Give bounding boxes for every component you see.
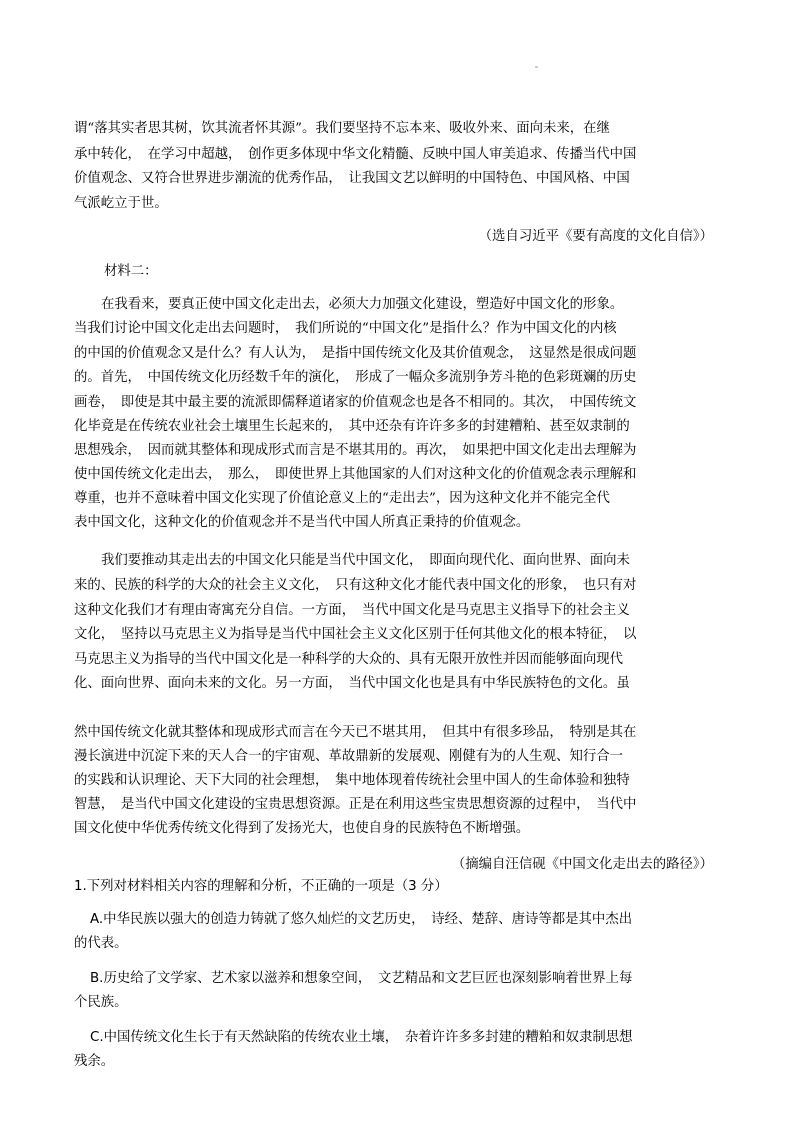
text-line: 画卷， 即使是其中最主要的流派即儒释道诸家的价值观念也是各不相同的。其次， 中国传统文 — [74, 395, 637, 410]
material-2-label: 材料二： — [104, 264, 158, 279]
option-line: C.中国传统文化生长于有天然缺陷的传统农业土壤， 杂着许许多多封建的糟粕和奴隶制思想 — [90, 1030, 633, 1045]
text-line: 智慧， 是当代中国文化建设的宝贵思想资源。正是在利用这些宝贵思想资源的过程中， 当代中 — [74, 797, 637, 812]
text-line: 价值观念、又符合世界进步潮流的优秀作品， 让我国文艺以鲜明的中国特色、中国风格、中国 — [74, 171, 630, 186]
text-line: 我们要推动其走出去的中国文化只能是当代中国文化， 即面向现代化、面向世界、面向未 — [101, 553, 630, 568]
text-line: 国文化使中华优秀传统文化得到了发扬光大，也使自身的民族特色不断增强。 — [74, 821, 530, 836]
option-line: 残余。 — [74, 1054, 115, 1069]
text-line: 化、面向世界、面向未来的文化。另一方面， 当代中国文化也是具有中华民族特色的文化。虽 — [74, 676, 630, 691]
citation-1: （选自习近平《要有高度的文化自信》） — [478, 229, 713, 244]
text-line: 气派屹立于世。 — [74, 196, 168, 211]
text-line: 来的、民族的科学的大众的社会主义文化， 只有这种文化才能代表中国文化的形象， 也只有对 — [74, 578, 637, 593]
text-line: 尊重，也并不意味着中国文化实现了价值论意义上的“走出去”，因为这种文化并不能完全代 — [74, 491, 610, 506]
text-line: 化毕竟是在传统农业社会土壤里生长起来的， 其中还杂有许许多多的封建糟粕、甚至奴隶制的 — [74, 419, 630, 434]
text-line: 文化， 坚持以马克思主义为指导是当代中国社会主义文化区别于任何其他文化的根本特征， 以 — [74, 627, 637, 642]
text-line: 承中转化， 在学习中超越， 创作更多体现中华文化精髓、反映中国人审美追求、传播当代中国 — [74, 147, 637, 162]
text-line: 这种文化我们才有理由寄寓充分自信。一方面， 当代中国文化是马克思主义指导下的社会主义 — [74, 603, 630, 618]
text-line: 使中国传统文化走出去， 那么， 即使世界上其他国家的人们对这种文化的价值观念表示理解和 — [74, 467, 637, 482]
text-line: 马克思主义为指导的当代中国文化是一种科学的大众的、具有无限开放性并因而能够面向现代 — [74, 652, 624, 667]
option-line: A.中华民族以强大的创造力铸就了悠久灿烂的文艺历史， 诗经、楚辞、唐诗等都是其中杰出 — [90, 912, 633, 927]
citation-2: （摘编自汪信砚《中国文化走出去的路径》） — [451, 857, 713, 872]
text-line: 的实践和认识理论、天下大同的社会理想， 集中地体现着传统社会里中国人的生命体验和独特 — [74, 773, 630, 788]
scan-speck — [535, 66, 538, 68]
question-stem: 1.下列对材料相关内容的理解和分析，不正确的一项是（3 分） — [74, 879, 448, 894]
text-line: 在我看来，要真正使中国文化走出去，必须大力加强文化建设，塑造好中国文化的形象。 — [101, 297, 624, 312]
text-line: 的中国的价值观念又是什么？有人认为， 是指中国传统文化及其价值观念， 这显然是很成问题 — [74, 346, 637, 361]
option-line: 个民族。 — [74, 995, 128, 1010]
option-line: 的代表。 — [74, 936, 128, 951]
text-line: 当我们讨论中国文化走出去问题时， 我们所说的“中国文化”是指什么？作为中国文化的内核 — [74, 321, 617, 336]
text-line: 思想残余， 因而就其整体和现成形式而言是不堪其用的。再次， 如果把中国文化走出去理解为 — [74, 443, 637, 458]
option-line: B.历史给了文学家、艺术家以滋养和想象空间， 文艺精品和文艺巨匠也深刻影响着世界上每 — [90, 971, 633, 986]
text-line: 然中国传统文化就其整体和现成形式而言在今天已不堪其用， 但其中有很多珍品， 特别是其在 — [74, 725, 637, 740]
text-line: 的。首先， 中国传统文化历经数千年的演化， 形成了一幅众多流别争芳斗艳的色彩斑斓的历史 — [74, 370, 637, 385]
text-line: 表中国文化，这种文化的价值观念并不是当代中国人所真正秉持的价值观念。 — [74, 515, 530, 530]
text-line: 谓“落其实者思其树，饮其流者怀其源”。我们要坚持不忘本来、吸收外来、面向未来，在继 — [74, 121, 610, 136]
text-line: 漫长演进中沉淀下来的天人合一的宇宙观、革故鼎新的发展观、刚健有为的人生观、知行合一 — [74, 749, 624, 764]
